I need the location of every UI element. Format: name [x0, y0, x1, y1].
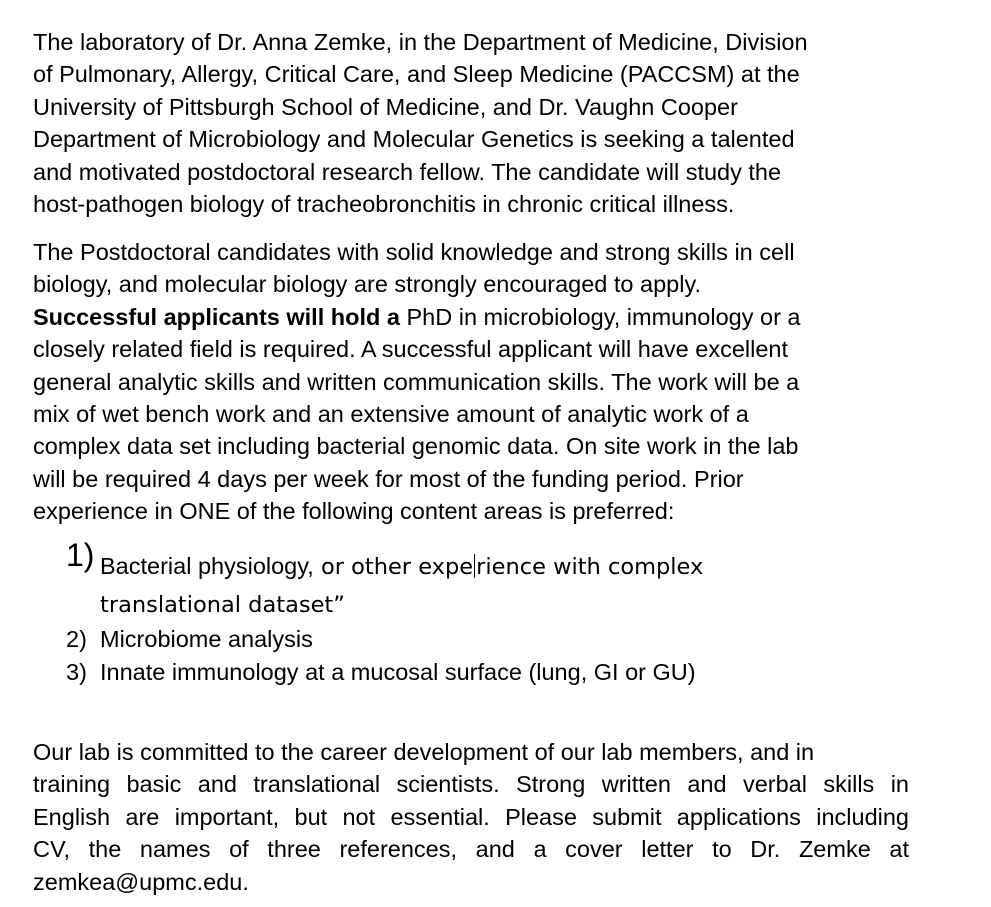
- closing-line: training basic and translational scientists. Strong written and verbal skills in: [33, 771, 909, 798]
- intro-line: Department of Microbiology and Molecular Genetics is seeking a talented: [33, 126, 795, 153]
- list-item: [66, 656, 926, 689]
- intro-line: University of Pittsburgh School of Medicine, and Dr. Vaughn Cooper: [33, 93, 738, 120]
- requirements-line: complex data set including bacterial genomic data. On site work in the lab: [33, 433, 799, 460]
- list-item-number: 1): [66, 537, 95, 573]
- requirements-line: mix of wet bench work and an extensive amount of analytic work of a: [33, 401, 749, 428]
- list-item-text-part: rience with complex: [476, 554, 704, 580]
- closing-line: CV, the names of three references, and a cover letter to Dr. Zemke at: [33, 836, 909, 863]
- intro-line: host-pathogen biology of tracheobronchitis in chronic critical illness.: [33, 191, 735, 218]
- list-item-text: [100, 547, 703, 586]
- list-item: [66, 537, 926, 623]
- requirements-paragraph: [33, 236, 913, 528]
- list-item-text-part: or other expe: [313, 554, 474, 580]
- requirements-line: experience in ONE of the following content areas is preferred:: [33, 498, 675, 525]
- bold-lead-text: Successful applicants will hold a: [33, 303, 400, 330]
- requirements-line: [33, 301, 913, 333]
- list-item-continuation: translational dataset”: [100, 592, 345, 618]
- requirements-line-rest: PhD in microbiology, immunology or a: [399, 303, 801, 330]
- requirements-line: general analytic skills and written communication skills. The work will be a: [33, 368, 800, 395]
- intro-line: of Pulmonary, Allergy, Critical Care, and Sleep Medicine (PACCSM) at the: [33, 61, 800, 88]
- intro-line: and motivated postdoctoral research fellow. The candidate will study the: [33, 158, 782, 185]
- list-item-text-part: Bacterial physiology,: [100, 553, 314, 579]
- content-areas-list: [66, 537, 926, 689]
- list-item-number: 3): [66, 659, 87, 685]
- closing-paragraph: [33, 736, 913, 898]
- requirements-line: will be required 4 days per week for most of the funding period. Prior: [33, 465, 744, 492]
- intro-line: The laboratory of Dr. Anna Zemke, in the Department of Medicine, Division: [33, 29, 808, 55]
- closing-line: Our lab is committed to the career development of our lab members, and in: [33, 739, 815, 765]
- requirements-line: The Postdoctoral candidates with solid knowledge and strong skills in cell: [33, 239, 795, 265]
- requirements-line: biology, and molecular biology are strongly encouraged to apply.: [33, 271, 701, 298]
- closing-line: English are important, but not essential. Please submit applications including: [33, 803, 909, 830]
- list-item-text: Innate immunology at a mucosal surface (lung, GI or GU): [100, 659, 696, 685]
- list-item-text: Microbiome analysis: [100, 626, 313, 652]
- list-item: [66, 623, 926, 656]
- text-cursor: [474, 554, 475, 578]
- contact-email: zemkea@upmc.edu.: [33, 868, 249, 895]
- requirements-line: closely related field is required. A successful applicant will have excellent: [33, 336, 789, 363]
- list-item-number: 2): [66, 626, 87, 652]
- intro-paragraph: [33, 26, 913, 220]
